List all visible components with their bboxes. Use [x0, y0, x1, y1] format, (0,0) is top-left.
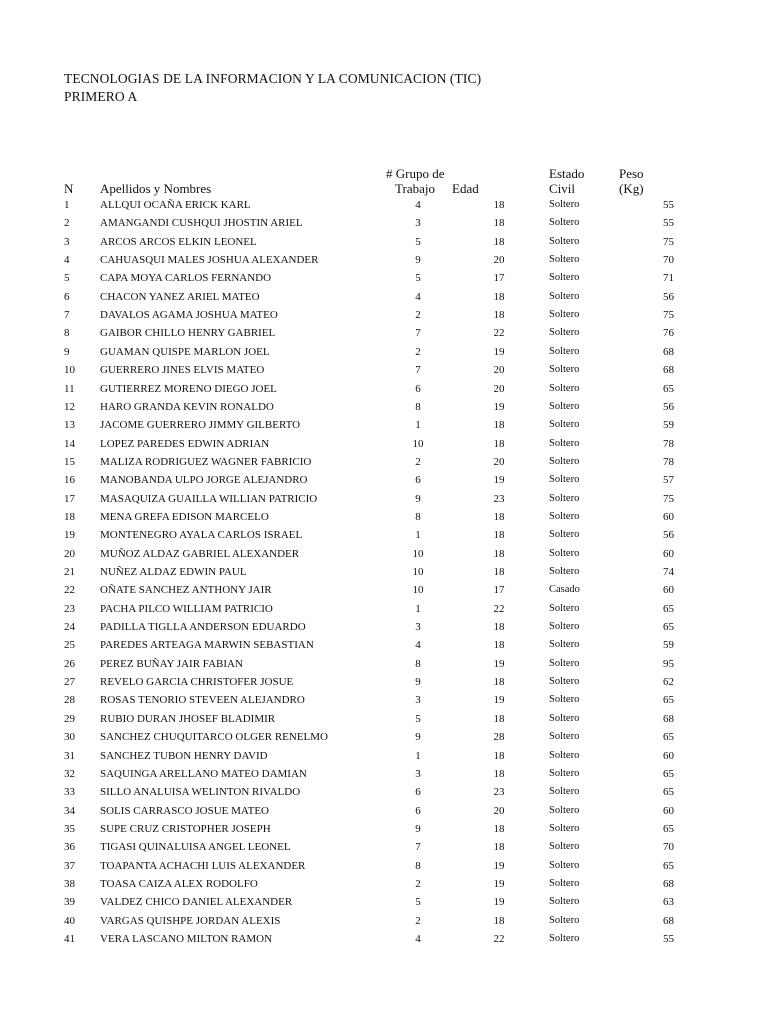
student-weight: 55 — [663, 199, 674, 211]
work-group: 3 — [415, 217, 421, 230]
marital-status: Soltero — [549, 749, 580, 761]
student-age: 20 — [493, 382, 505, 395]
row-number: 15 — [64, 455, 75, 468]
row-number: 8 — [64, 327, 70, 340]
work-group: 6 — [415, 474, 421, 487]
document-subtitle: PRIMERO A — [64, 89, 138, 104]
marital-status: Soltero — [549, 437, 580, 449]
row-number: 29 — [64, 712, 75, 725]
work-group: 2 — [415, 309, 421, 322]
student-weight: 71 — [663, 272, 674, 285]
work-group: 3 — [415, 694, 421, 707]
marital-status: Soltero — [549, 712, 580, 724]
header-estado-line2: Civil — [549, 181, 576, 196]
row-number: 7 — [64, 309, 70, 322]
student-name: SUPE CRUZ CRISTOPHER JOSEPH — [100, 822, 271, 835]
table-row — [0, 731, 768, 749]
student-age: 18 — [493, 914, 505, 927]
row-number: 35 — [64, 822, 75, 835]
student-name: GAIBOR CHILLO HENRY GABRIEL — [100, 327, 276, 340]
student-age: 22 — [493, 327, 505, 340]
row-number: 12 — [64, 400, 75, 413]
work-group: 6 — [415, 786, 421, 799]
header-nombres: Apellidos y Nombres — [100, 181, 212, 196]
header-grupo-line1: # Grupo de — [386, 166, 445, 181]
work-group: 9 — [415, 676, 421, 689]
student-weight: 65 — [663, 382, 674, 395]
marital-status: Soltero — [549, 455, 580, 467]
marital-status: Soltero — [549, 364, 580, 376]
table-row — [0, 584, 768, 602]
table-row — [0, 713, 768, 731]
row-number: 11 — [64, 382, 75, 395]
header-peso-line1: Peso — [619, 166, 644, 181]
student-age: 18 — [493, 529, 505, 542]
table-row — [0, 327, 768, 345]
student-weight: 68 — [663, 345, 674, 358]
student-name: LOPEZ PAREDES EDWIN ADRIAN — [100, 437, 270, 450]
student-name: SILLO ANALUISA WELINTON RIVALDO — [100, 786, 301, 799]
table-row — [0, 474, 768, 492]
row-number: 20 — [64, 547, 75, 560]
marital-status: Soltero — [549, 914, 580, 926]
marital-status: Soltero — [549, 217, 580, 229]
student-name: MASAQUIZA GUAILLA WILLIAN PATRICIO — [100, 492, 318, 505]
student-weight: 59 — [663, 419, 674, 432]
work-group: 1 — [415, 529, 421, 542]
table-row — [0, 438, 768, 456]
student-name: SOLIS CARRASCO JOSUE MATEO — [100, 804, 270, 817]
work-group: 10 — [412, 437, 424, 450]
student-weight: 68 — [663, 364, 674, 377]
work-group: 1 — [415, 749, 421, 762]
row-number: 30 — [64, 731, 75, 744]
student-age: 19 — [493, 345, 505, 358]
student-name: PEREZ BUÑAY JAIR FABIAN — [100, 657, 243, 670]
row-number: 31 — [64, 749, 75, 762]
marital-status: Soltero — [549, 841, 580, 853]
work-group: 6 — [415, 804, 421, 817]
student-age: 18 — [493, 217, 505, 230]
student-age: 18 — [493, 621, 505, 634]
student-name: GUAMAN QUISPE MARLON JOEL — [100, 345, 270, 358]
table-row — [0, 841, 768, 859]
table-row — [0, 548, 768, 566]
student-age: 19 — [493, 896, 505, 909]
table-row — [0, 346, 768, 364]
row-number: 26 — [64, 657, 75, 670]
student-age: 17 — [493, 272, 505, 285]
student-name: PADILLA TIGLLA ANDERSON EDUARDO — [100, 621, 306, 634]
table-row — [0, 309, 768, 327]
row-number: 41 — [64, 933, 75, 945]
marital-status: Soltero — [549, 657, 580, 669]
table-row — [0, 915, 768, 933]
student-age: 19 — [493, 657, 505, 670]
work-group: 2 — [415, 455, 421, 468]
work-group: 9 — [415, 822, 421, 835]
row-number: 24 — [64, 621, 75, 634]
work-group: 4 — [415, 199, 421, 211]
table-row — [0, 383, 768, 401]
table-row — [0, 658, 768, 676]
table-row — [0, 456, 768, 474]
student-age: 20 — [493, 364, 505, 377]
marital-status: Soltero — [549, 254, 580, 266]
student-name: SANCHEZ CHUQUITARCO OLGER RENELMO — [100, 731, 328, 744]
student-weight: 60 — [663, 749, 674, 762]
student-name: ALLQUI OCAÑA ERICK KARL — [100, 199, 251, 211]
marital-status: Soltero — [549, 290, 580, 302]
table-row — [0, 272, 768, 290]
marital-status: Casado — [549, 584, 580, 596]
student-name: PAREDES ARTEAGA MARWIN SEBASTIAN — [100, 639, 314, 652]
work-group: 5 — [415, 272, 421, 285]
student-name: CHACON YANEZ ARIEL MATEO — [100, 290, 260, 303]
student-name: TOAPANTA ACHACHI LUIS ALEXANDER — [100, 859, 306, 872]
table-row — [0, 401, 768, 419]
row-number: 40 — [64, 914, 75, 927]
marital-status: Soltero — [549, 235, 580, 247]
student-weight: 56 — [663, 290, 674, 303]
row-number: 25 — [64, 639, 75, 652]
student-age: 19 — [493, 400, 505, 413]
student-weight: 65 — [663, 859, 674, 872]
work-group: 6 — [415, 382, 421, 395]
marital-status: Soltero — [549, 492, 580, 504]
table-row — [0, 217, 768, 235]
row-number: 36 — [64, 841, 75, 854]
student-age: 18 — [493, 510, 505, 523]
row-number: 18 — [64, 510, 75, 523]
table-row — [0, 236, 768, 254]
row-number: 16 — [64, 474, 75, 487]
student-weight: 65 — [663, 822, 674, 835]
table-row — [0, 933, 768, 951]
table-row — [0, 529, 768, 547]
table-row — [0, 805, 768, 823]
row-number: 9 — [64, 345, 70, 358]
student-age: 18 — [493, 199, 505, 211]
work-group: 5 — [415, 235, 421, 248]
student-weight: 60 — [663, 547, 674, 560]
marital-status: Soltero — [549, 933, 580, 944]
table-row — [0, 639, 768, 657]
student-weight: 57 — [663, 474, 674, 487]
student-age: 18 — [493, 639, 505, 652]
row-number: 14 — [64, 437, 75, 450]
table-row — [0, 878, 768, 896]
marital-status: Soltero — [549, 859, 580, 871]
row-number: 3 — [64, 235, 70, 248]
student-weight: 95 — [663, 657, 674, 670]
work-group: 8 — [415, 510, 421, 523]
student-age: 19 — [493, 694, 505, 707]
work-group: 8 — [415, 657, 421, 670]
row-number: 37 — [64, 859, 75, 872]
student-weight: 75 — [663, 309, 674, 322]
student-age: 18 — [493, 437, 505, 450]
student-name: VALDEZ CHICO DANIEL ALEXANDER — [100, 896, 293, 909]
row-number: 5 — [64, 272, 70, 285]
student-weight: 63 — [663, 896, 674, 909]
student-weight: 68 — [663, 877, 674, 890]
row-number: 23 — [64, 602, 75, 615]
marital-status: Soltero — [549, 529, 580, 541]
student-name: MONTENEGRO AYALA CARLOS ISRAEL — [100, 529, 303, 542]
marital-status: Soltero — [549, 822, 580, 834]
student-name: TOASA CAIZA ALEX RODOLFO — [100, 877, 258, 890]
work-group: 9 — [415, 731, 421, 744]
work-group: 2 — [415, 345, 421, 358]
student-age: 18 — [493, 290, 505, 303]
student-age: 19 — [493, 474, 505, 487]
student-age: 18 — [493, 767, 505, 780]
student-name: GUTIERREZ MORENO DIEGO JOEL — [100, 382, 277, 395]
table-row — [0, 750, 768, 768]
student-weight: 78 — [663, 437, 674, 450]
marital-status: Soltero — [549, 327, 580, 339]
row-number: 32 — [64, 767, 75, 780]
marital-status: Soltero — [549, 896, 580, 908]
marital-status: Soltero — [549, 400, 580, 412]
work-group: 1 — [415, 419, 421, 432]
row-number: 21 — [64, 566, 75, 578]
student-name: NUÑEZ ALDAZ EDWIN PAUL — [100, 566, 247, 578]
work-group: 1 — [415, 602, 421, 615]
work-group: 3 — [415, 621, 421, 634]
student-age: 18 — [493, 309, 505, 322]
student-age: 22 — [493, 933, 505, 945]
student-age: 18 — [493, 547, 505, 560]
table-row — [0, 511, 768, 529]
table-row — [0, 291, 768, 309]
work-group: 9 — [415, 254, 421, 267]
student-age: 20 — [493, 455, 505, 468]
work-group: 8 — [415, 859, 421, 872]
student-name: MUÑOZ ALDAZ GABRIEL ALEXANDER — [100, 547, 300, 560]
row-number: 13 — [64, 419, 75, 432]
table-row — [0, 676, 768, 694]
student-age: 18 — [493, 749, 505, 762]
work-group: 4 — [415, 290, 421, 303]
marital-status: Soltero — [549, 694, 580, 706]
marital-status: Soltero — [549, 272, 580, 284]
student-age: 28 — [493, 731, 505, 744]
row-number: 28 — [64, 694, 75, 707]
student-age: 19 — [493, 877, 505, 890]
header-grupo-line2: Trabajo — [395, 181, 435, 196]
row-number: 17 — [64, 492, 75, 505]
table-row — [0, 603, 768, 621]
header-estado-line1: Estado — [549, 166, 585, 181]
student-weight: 65 — [663, 767, 674, 780]
work-group: 10 — [412, 584, 424, 597]
table-row — [0, 419, 768, 437]
marital-status: Soltero — [549, 309, 580, 321]
student-weight: 59 — [663, 639, 674, 652]
row-number: 4 — [64, 254, 70, 267]
student-name: PACHA PILCO WILLIAM PATRICIO — [100, 602, 273, 615]
student-weight: 70 — [663, 841, 674, 854]
table-row — [0, 860, 768, 878]
student-weight: 68 — [663, 712, 674, 725]
table-row — [0, 823, 768, 841]
row-number: 19 — [64, 529, 75, 542]
student-name: SANCHEZ TUBON HENRY DAVID — [100, 749, 268, 762]
student-weight: 75 — [663, 492, 674, 505]
student-weight: 55 — [663, 217, 674, 230]
marital-status: Soltero — [549, 676, 580, 688]
work-group: 7 — [415, 364, 421, 377]
student-age: 22 — [493, 602, 505, 615]
work-group: 7 — [415, 327, 421, 340]
row-number: 6 — [64, 290, 70, 303]
student-name: HARO GRANDA KEVIN RONALDO — [100, 400, 274, 413]
student-name: MENA GREFA EDISON MARCELO — [100, 510, 269, 523]
marital-status: Soltero — [549, 804, 580, 816]
student-age: 23 — [493, 786, 505, 799]
student-age: 18 — [493, 235, 505, 248]
student-weight: 76 — [663, 327, 674, 340]
student-weight: 70 — [663, 254, 674, 267]
marital-status: Soltero — [549, 547, 580, 559]
row-number: 22 — [64, 584, 75, 597]
student-name: ARCOS ARCOS ELKIN LEONEL — [100, 235, 257, 248]
marital-status: Soltero — [549, 639, 580, 651]
student-name: REVELO GARCIA CHRISTOFER JOSUE — [100, 676, 294, 689]
marital-status: Soltero — [549, 767, 580, 779]
work-group: 2 — [415, 877, 421, 890]
student-age: 18 — [493, 841, 505, 854]
work-group: 8 — [415, 400, 421, 413]
student-name: GUERRERO JINES ELVIS MATEO — [100, 364, 265, 377]
row-number: 33 — [64, 786, 75, 799]
table-row — [0, 566, 768, 584]
marital-status: Soltero — [549, 419, 580, 431]
work-group: 10 — [412, 547, 424, 560]
table-row — [0, 896, 768, 914]
student-name: RUBIO DURAN JHOSEF BLADIMIR — [100, 712, 276, 725]
student-name: MANOBANDA ULPO JORGE ALEJANDRO — [100, 474, 308, 487]
student-name: CAHUASQUI MALES JOSHUA ALEXANDER — [100, 254, 319, 267]
table-row — [0, 364, 768, 382]
marital-status: Soltero — [549, 786, 580, 798]
student-weight: 65 — [663, 731, 674, 744]
marital-status: Soltero — [549, 345, 580, 357]
student-weight: 74 — [663, 566, 674, 578]
student-name: VERA LASCANO MILTON RAMON — [100, 933, 273, 945]
student-weight: 60 — [663, 584, 674, 597]
marital-status: Soltero — [549, 199, 580, 210]
student-name: SAQUINGA ARELLANO MATEO DAMIAN — [100, 767, 307, 780]
marital-status: Soltero — [549, 621, 580, 633]
marital-status: Soltero — [549, 382, 580, 394]
table-row — [0, 694, 768, 712]
table-row — [0, 786, 768, 804]
marital-status: Soltero — [549, 877, 580, 889]
row-number: 38 — [64, 877, 75, 890]
row-number: 39 — [64, 896, 75, 909]
table-row — [0, 621, 768, 639]
student-weight: 62 — [663, 676, 674, 689]
student-name: AMANGANDI CUSHQUI JHOSTIN ARIEL — [100, 217, 303, 230]
student-weight: 75 — [663, 235, 674, 248]
student-weight: 55 — [663, 933, 674, 945]
student-name: JACOME GUERRERO JIMMY GILBERTO — [100, 419, 301, 432]
marital-status: Soltero — [549, 510, 580, 522]
student-weight: 65 — [663, 694, 674, 707]
student-weight: 65 — [663, 621, 674, 634]
work-group: 9 — [415, 492, 421, 505]
work-group: 4 — [415, 933, 421, 945]
table-row — [0, 768, 768, 786]
table-row — [0, 199, 768, 217]
student-name: OÑATE SANCHEZ ANTHONY JAIR — [100, 584, 272, 597]
header-edad: Edad — [452, 181, 479, 196]
student-weight: 60 — [663, 804, 674, 817]
student-name: TIGASI QUINALUISA ANGEL LEONEL — [100, 841, 291, 854]
header-peso-line2: (Kg) — [619, 181, 644, 196]
marital-status: Soltero — [549, 474, 580, 486]
student-age: 19 — [493, 859, 505, 872]
student-name: DAVALOS AGAMA JOSHUA MATEO — [100, 309, 278, 322]
document-title: TECNOLOGIAS DE LA INFORMACION Y LA COMUNICACION (TIC) — [64, 71, 482, 86]
work-group: 7 — [415, 841, 421, 854]
work-group: 4 — [415, 639, 421, 652]
student-weight: 65 — [663, 602, 674, 615]
student-weight: 65 — [663, 786, 674, 799]
row-number: 34 — [64, 804, 75, 817]
student-name: MALIZA RODRIGUEZ WAGNER FABRICIO — [100, 455, 312, 468]
row-number: 27 — [64, 676, 75, 689]
table-row — [0, 493, 768, 511]
marital-status: Soltero — [549, 602, 580, 614]
student-age: 18 — [493, 566, 505, 578]
student-weight: 78 — [663, 455, 674, 468]
student-age: 20 — [493, 804, 505, 817]
student-name: CAPA MOYA CARLOS FERNANDO — [100, 272, 272, 285]
work-group: 3 — [415, 767, 421, 780]
student-weight: 56 — [663, 400, 674, 413]
row-number: 1 — [64, 199, 70, 211]
student-name: ROSAS TENORIO STEVEEN ALEJANDRO — [100, 694, 305, 707]
student-age: 18 — [493, 822, 505, 835]
student-age: 18 — [493, 419, 505, 432]
marital-status: Soltero — [549, 566, 580, 577]
row-number: 10 — [64, 364, 75, 377]
work-group: 5 — [415, 896, 421, 909]
row-number: 2 — [64, 217, 70, 230]
work-group: 5 — [415, 712, 421, 725]
student-name: VARGAS QUISHPE JORDAN ALEXIS — [100, 914, 281, 927]
work-group: 10 — [412, 566, 424, 578]
table-row — [0, 254, 768, 272]
student-age: 18 — [493, 676, 505, 689]
student-age: 20 — [493, 254, 505, 267]
work-group: 2 — [415, 914, 421, 927]
student-weight: 56 — [663, 529, 674, 542]
header-n: N — [64, 181, 74, 196]
student-weight: 60 — [663, 510, 674, 523]
student-age: 23 — [493, 492, 505, 505]
student-age: 18 — [493, 712, 505, 725]
marital-status: Soltero — [549, 731, 580, 743]
student-weight: 68 — [663, 914, 674, 927]
student-age: 17 — [493, 584, 505, 597]
